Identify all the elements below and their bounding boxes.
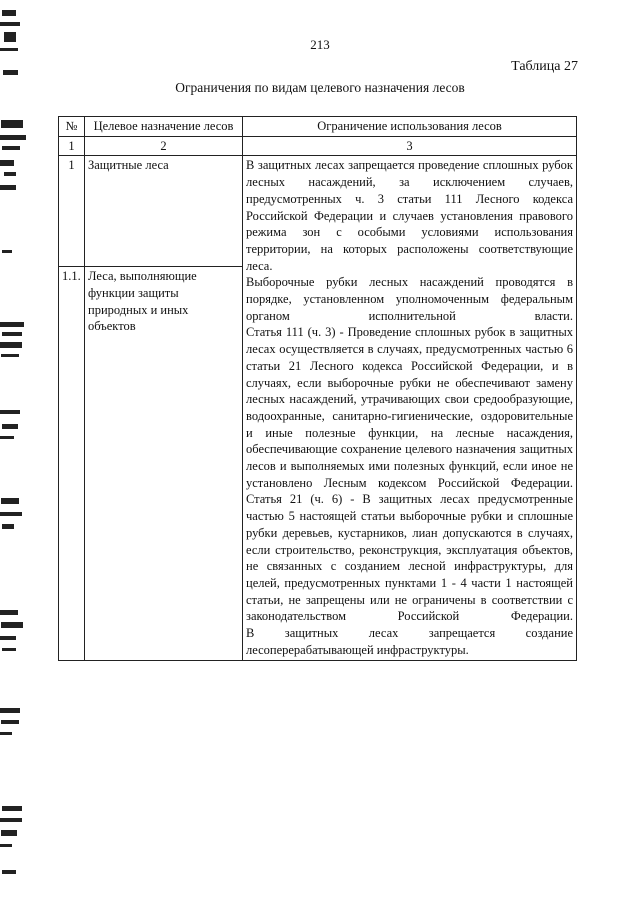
- header-number: №: [59, 117, 85, 137]
- restriction-paragraph-3: Статья 111 (ч. 3) - Проведение сплошных рубок в защитных лесах осуществляется в случаях, предусмотренных частью 6 статьи 21 Лесного кодекса Российской Федерации, и в случаях, если выборочные рубки не обеспечивают замену лесных насаждений, утрачивающих свои средообразующие, водоохранные, санитарно-гигиенические, оздоровительные и иные полезные функции, на лесные насаждения, обеспечивающие сохранение целевого назначения защитных лесов и выполняемых ими полезных функций, если иное не установлено Лесным кодексом Российской Федерации.: [246, 325, 573, 490]
- scan-edge-artifact: [0, 0, 40, 909]
- table-header-row: [59, 117, 577, 137]
- restriction-paragraph-4: Статья 21 (ч. 6) - В защитных лесах предусмотренные частью 5 настоящей статьи выборочные рубки и сплошные рубки деревьев, кустарников, лиан допускаются в случаях, если строительство, реконструкция, эксплуатация объектов, не связанных с созданием лесной инфраструктуры, для целей, предусмотренных пунктами 1 - 4 части 1 настоящей статьи, не запрещены или не ограничены в соответствии с законодательством Российской Федерации.: [246, 492, 573, 624]
- restriction-paragraph-5: В защитных лесах запрещается создание лесоперерабатывающей инфраструктуры.: [246, 626, 573, 657]
- table-row-protective-forests: [59, 156, 577, 267]
- row-number: 1: [59, 156, 85, 267]
- column-numbering-row: [59, 136, 577, 156]
- document-title: Ограничения по видам целевого назначения лесов: [175, 80, 465, 95]
- page-number: 213: [310, 37, 330, 52]
- restrictions-table: [58, 116, 577, 661]
- row-number: 1.1.: [59, 267, 85, 660]
- table-label: Таблица 27: [511, 59, 578, 74]
- row-purpose: Леса, выполняющие функции защиты природных и иных объектов: [85, 267, 243, 660]
- header-purpose: Целевое назначение лесов: [85, 117, 243, 137]
- restriction-paragraph-2: Выборочные рубки лесных насаждений проводятся в порядке, установленном уполномоченным федеральным органом исполнительной власти.: [246, 275, 573, 323]
- row-purpose: Защитные леса: [85, 156, 243, 267]
- header-restriction: Ограничение использования лесов: [243, 117, 577, 137]
- restriction-paragraph-1: В защитных лесах запрещается проведение сплошных рубок лесных насаждений, за исключением случаев, предусмотренных ч. 3 статьи 111 Лесного кодекса Российской Федерации и случаев установления правового режима зон с особыми условиями использования территории, на которых расположены соответствующие леса.: [246, 158, 573, 273]
- restriction-text: [243, 156, 577, 660]
- column-number-3: 3: [243, 136, 577, 156]
- column-number-1: 1: [59, 136, 85, 156]
- column-number-2: 2: [85, 136, 243, 156]
